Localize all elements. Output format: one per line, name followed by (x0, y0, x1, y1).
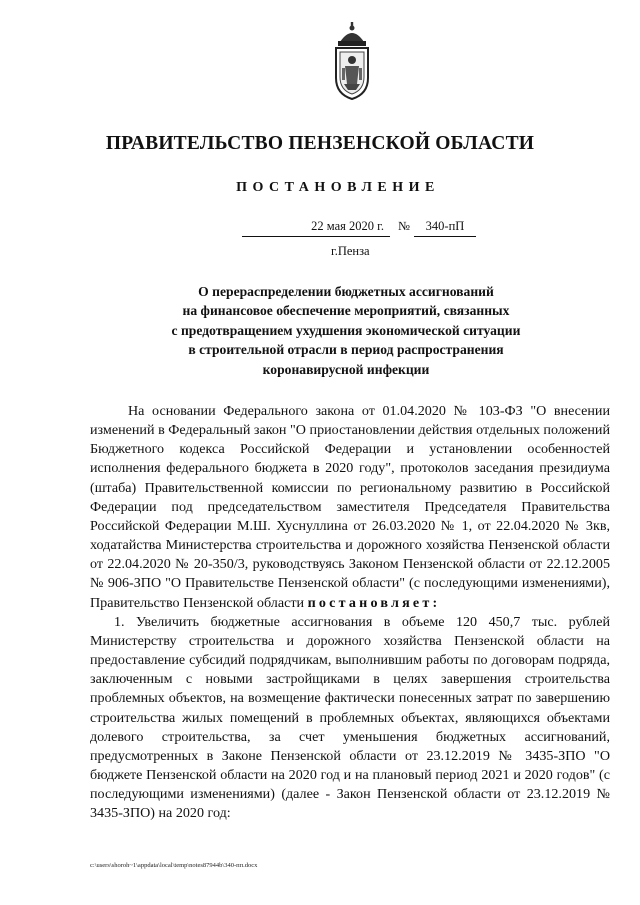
city-name: г.Пенза (331, 244, 370, 258)
heading-line: в строительной отрасли в период распространения (188, 342, 504, 358)
coat-of-arms-icon (330, 22, 374, 100)
decree-date-field (242, 219, 390, 237)
decree-number: 340-пП (414, 219, 476, 237)
government-title: ПРАВИТЕЛЬСТВО ПЕНЗЕНСКОЙ ОБЛАСТИ (105, 133, 535, 154)
resolves-keyword: постановляет: (307, 594, 441, 611)
heading-line: с предотвращением ухудшения экономической ситуации (171, 322, 521, 338)
number-sign: № (398, 219, 410, 233)
file-path-footer: c:\users\shoroh~1\appdata\local\temp\notes87944b\340-пп.docx (90, 862, 258, 869)
preamble-text: На основании Федерального закона от 01.04.2020 № 103-ФЗ "О внесении изменений в Федеральный закон "О приостановлении действия отдельных положений Бюджетного кодекса Российской Федерации и установлении особенностей исполнения федерального бюджета в 2020 году", протоколов заседания президиума (штаба) Правительственной комиссии по региональному развитию в Российской Федерации под председательством заместителя Председателя Правительства Российской Федерации М.Ш. Хуснуллина от 26.03.2020 № 1, от 22.04.2020 № 3кв, ходатайства Министерства строительства и дорожного хозяйства Пензенской области от 22.04.2020 № 20-350/3, руководствуясь Законом Пензенской области от 22.12.2005 № 906-ЗПО "О Правительстве Пензенской области" (с последующими изменениями), Правительство Пензенской области (90, 403, 610, 611)
preamble-paragraph (90, 402, 610, 613)
document-type: ПОСТАНОВЛЕНИЕ (236, 180, 440, 195)
heading-line: О перераспределении бюджетных ассигнований (198, 284, 494, 299)
decree-heading (0, 282, 640, 379)
decree-date: 22 мая 2020 г. (311, 219, 384, 233)
clause-1-paragraph: 1. Увеличить бюджетные ассигнования в объеме 120 450,7 тыс. рублей Министерству строительства и дорожного хозяйства Пензенской области на предоставление субсидий подрядчикам, выполнившим работы по договорам подряда, заключенным с новыми застройщиками в целях завершения строительства проблемных объектов, на возмещение фактически понесенных затрат по завершению строительства жилых помещений в проблемных объектах, являющихся объектами долевого строительства, за счет уменьшения бюджетных ассигнований, предусмотренных в Законе Пензенской области от 23.12.2019 № 3435-ЗПО "О бюджете Пензенской области на 2020 год и на плановый период 2021 и 2020 годов" (с последующими изменениями) (далее - Закон Пензенской области от 23.12.2019 № 3435-ЗПО) на 2020 год: (90, 613, 610, 822)
decree-body (90, 402, 610, 823)
heading-line: на финансовое обеспечение мероприятий, связанных (182, 303, 510, 319)
heading-line: коронавирусной инфекции (262, 361, 430, 377)
